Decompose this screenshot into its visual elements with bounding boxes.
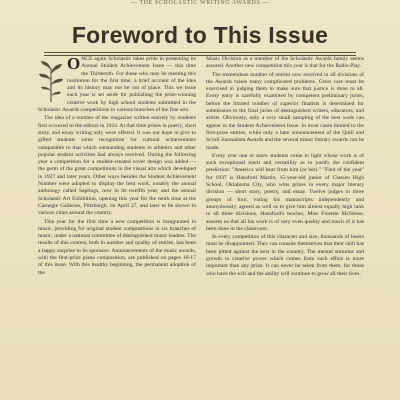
continued-paragraph: Music Division as a member of the Scholastic Awards family seems assured. Another new competition this year is that for the Radio Play. bbox=[206, 56, 364, 70]
lead-text: NCE again Scholastic takes pride in presenting its Annual Student Achievement Issue — this time the Thirteenth. For those who may be meeting this institution for the first time, a brief account of the idea and its history may not be out of place. This we issue each year is set aside for publishing the prize-winning creative work by high school students submitted in the Scholastic Awards competitions in various branches of the fine arts. bbox=[38, 56, 196, 114]
drop-cap: O bbox=[67, 56, 81, 73]
body-paragraph: In every competition of this character and size, thousands of losers must be disappointed. They can console themselves that their skill has been pitted against the best in the country. The mental stimulus and growth in creative power which comes from such effort is more important than any prize. It can never be taken from them, for those who have the will and the ability will continue to grow all their lives. bbox=[206, 234, 364, 277]
right-column bbox=[206, 56, 364, 396]
running-head: — THE SCHOLASTIC WRITING AWARDS — bbox=[130, 0, 270, 6]
article-title: Foreword to This Issue bbox=[71, 22, 329, 48]
left-column bbox=[38, 56, 196, 396]
body-paragraph: The tremendous number of entries now received in all divisions of the Awards raises many complicated problems. Great care must be exercised in judging them to make sure that justice is done to all. Every entry is carefully examined by competent preliminary juries, before the limited number of superior finalists is determined for submission to the final juries of distinguished writers, educators, and artists. Obviously, only a very small sampling of the best work can appear in the Student Achievement Issue. In most cases limited to the first-prize entries, while only a bare announcement of the Quill and Scroll Journalism Awards and the several minor literary awards can be made. bbox=[206, 71, 364, 151]
plant-sprig-icon bbox=[38, 58, 64, 102]
body-paragraph: This year for the first time a new competition is inaugurated in music, providing for original student compositions in six branches of music, under a national committee of distinguished music leaders. The results of this contest, both in number and quality of entries, has been a happy surprise to its sponsors. Announcements of the music awards, with the first-prize piano composition, are published on pages 16-17 of this issue. With this healthy beginning, the permanent adoption of the bbox=[38, 218, 196, 276]
body-paragraph: Every year one or more students come to light whose work is of such exceptional merit and versatility as to justify the confident prediction: "America will hear from him (or her)." "Find of the year" for 1937 is Hansford Martin, 15-year-old junior of Classen High School, Oklahoma City, who wins prizes in every major literary division — short story, poetry, and essay. Twelve judges in three groups of four, voting his manuscripts independently and anonymously, agreed as well as to give him almost equally high rank in all three divisions. Hansford's teacher, Miss Florette McNeese, assures us that all his work is of very even quality and much of it has been done in the classroom. bbox=[206, 152, 364, 232]
title-rule-top bbox=[44, 52, 356, 53]
body-paragraph: The idea of a number of the magazine written entirely by students first occurred to the editors in 1924. At that time prizes in poetry, short story, and essay writing only were offered. It was our hope to give to gifted students some recognition for cultural achievements comparable to that which outstanding students in athletics and other popular student activities had always received. During the following year a competition for a student-created cover design was added — the germ of the great competitions in the visual arts which developed in 1927 and later years. Other ways besides the Student Achievement Number were adopted to display the best work, notably the annual anthology called Saplings, now in its twelfth year, and the annual Scholastic Art Exhibition, opening this year for the tenth time at the Carnegie Galleries, Pittsburgh, on April 27, and later to be shown in various cities around the country. bbox=[38, 115, 196, 217]
